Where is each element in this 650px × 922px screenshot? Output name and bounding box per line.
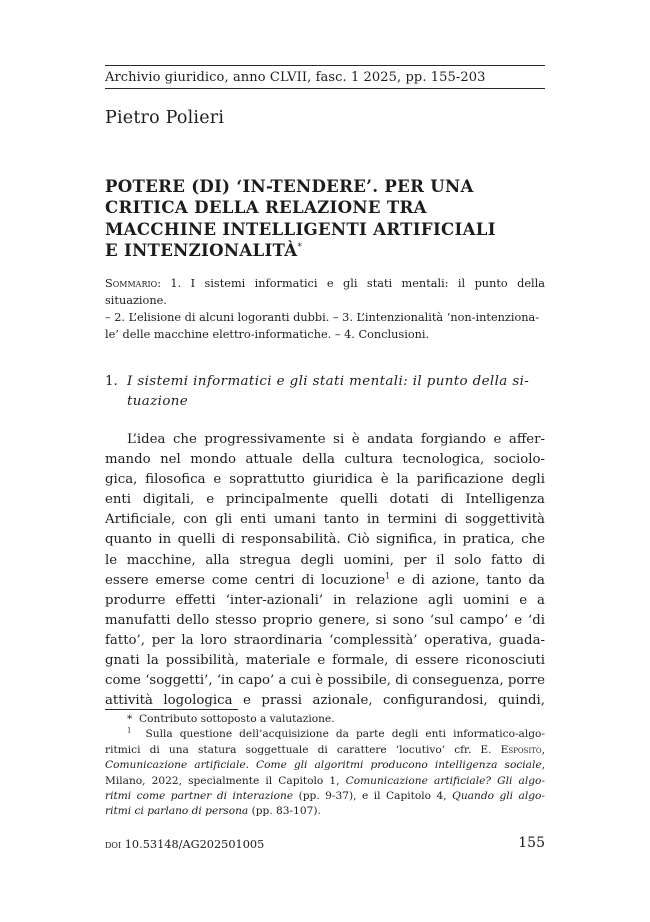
body-line-with-footnote [105, 571, 545, 591]
body-line: mando nel mondo attuale della cultura tecnologica, sociolo- [105, 452, 545, 468]
section-heading [105, 372, 545, 412]
title-line-text: E INTENZIONALITÀ [105, 239, 298, 260]
footnote-chapter-title: Quando gli algo- [452, 789, 545, 802]
summary-line: – 2. L’elisione di alcuni logoranti dubbi. – 3. L’intenzionalità ‘non-intenziona- [105, 311, 540, 324]
summary-label: Sommario: [105, 277, 162, 290]
footnotes [105, 712, 545, 820]
doi-label: doi [105, 838, 122, 851]
body-line: produrre effetti ‘inter-azionali’ in relazione agli uomini e a [105, 592, 545, 608]
footnote-star [105, 712, 545, 727]
doi [105, 838, 264, 851]
article-title [105, 176, 555, 261]
summary-text: 1. I sistemi informatici e gli stati mentali: il punto della situazione. [105, 277, 545, 307]
footnote-text: Milano, 2022, specialmente il Capitolo 1, [105, 774, 346, 787]
footnote-chapter-title: Comunicazione artificiale? Gli algo- [345, 774, 545, 787]
title-footnote-mark: * [297, 242, 303, 253]
body-line: L’idea che progressivamente si è andata forgiando e affer- [127, 432, 545, 447]
section-heading-line: tuazione [127, 394, 189, 409]
author-name: Pietro Polieri [105, 108, 225, 128]
summary-line [105, 275, 545, 309]
title-line: CRITICA DELLA RELAZIONE TRA [105, 197, 427, 218]
running-head: Archivio giuridico, anno CLVII, fasc. 1 2025, pp. 155-203 [105, 70, 486, 85]
footnote-book-title: Comunicazione artificiale. Come gli algoritmi producono intelligenza sociale [105, 759, 542, 772]
header-bottom-rule [105, 88, 545, 89]
footnote-1-line [105, 758, 545, 773]
footnote-text: Sulla questione dell’acquisizione da parte degli enti informatico-algo- [145, 728, 545, 741]
footnote-separator [105, 709, 238, 710]
header-top-rule [105, 65, 545, 66]
title-line: POTERE (DI) ‘IN-TENDERE’. PER UNA [105, 176, 474, 196]
footnote-star-text: Contributo sottoposto a valutazione. [139, 713, 335, 725]
footnote-ref[interactable]: 1 [385, 571, 391, 581]
body-line: le macchine, alla stregua degli uomini, per il solo fatto di [105, 552, 545, 568]
title-line: MACCHINE INTELLIGENTI ARTIFICIALI [105, 218, 496, 239]
doi-value[interactable]: 10.53148/AG202501005 [121, 838, 265, 851]
body-paragraph [105, 430, 545, 711]
body-line: attività logologica e prassi azionale, configurandosi, quindi, [105, 693, 545, 709]
footnote-text: (pp. 9-37), e il Capitolo 4, [293, 789, 453, 802]
page-number: 155 [518, 835, 545, 851]
body-line-part: e di azione, tanto da [390, 572, 545, 588]
body-line: quanto in quelli di responsabilità. Ciò significa, in pratica, che [105, 532, 545, 548]
footnote-1-line [105, 804, 545, 819]
footnote-text: , [541, 759, 545, 772]
summary-line: le’ delle macchine elettro-informatiche. – 4. Conclusioni. [105, 328, 430, 341]
body-line: come ‘soggetti’, ‘in capo’ a cui è possibile, di conseguenza, porre [105, 673, 545, 689]
body-line: gica, filosofica e soprattutto giuridica è la parificazione degli [105, 472, 545, 488]
section-number: 1. [105, 374, 118, 389]
footnote-1-mark: 1 [127, 726, 132, 735]
footnote-text: (pp. 83-107). [248, 805, 321, 818]
body-line-part: essere emerse come centri di locuzione [105, 572, 386, 588]
body-line: enti digitali, e principalmente quelli dotati di Intelligenza [105, 492, 545, 508]
footnote-star-mark: * [127, 713, 133, 725]
footnote-chapter-title: ritmi ci parlano di persona [105, 805, 249, 818]
summary [105, 275, 545, 343]
body-line: gnati la possibilità, materiale e formale, di essere riconosciuti [105, 653, 545, 669]
body-line: fatto’, per la loro straordinaria ‘complessità’ operativa, guada- [105, 632, 545, 648]
footnote-chapter-title: ritmi come partner di interazione [105, 789, 294, 802]
footnote-text: , [541, 743, 545, 756]
footnote-1-line [105, 727, 545, 742]
title-line-last [105, 240, 555, 261]
body-line: manufatti dello stesso proprio genere, si sono ‘sul campo’ e ‘di [105, 612, 545, 628]
footnote-1-line [105, 743, 545, 758]
footnote-1-line [105, 789, 545, 804]
body-line: Artificiale, con gli enti umani tanto in termini di soggettività [105, 512, 545, 528]
footnote-author: Esposito [500, 743, 542, 756]
footnote-text: ritmici di una statura soggettuale di carattere ‘locutivo’ cfr. E. [105, 743, 501, 756]
footnote-1-line [105, 774, 545, 789]
section-heading-line: I sistemi informatici e gli stati mentali: il punto della si- [127, 374, 530, 389]
